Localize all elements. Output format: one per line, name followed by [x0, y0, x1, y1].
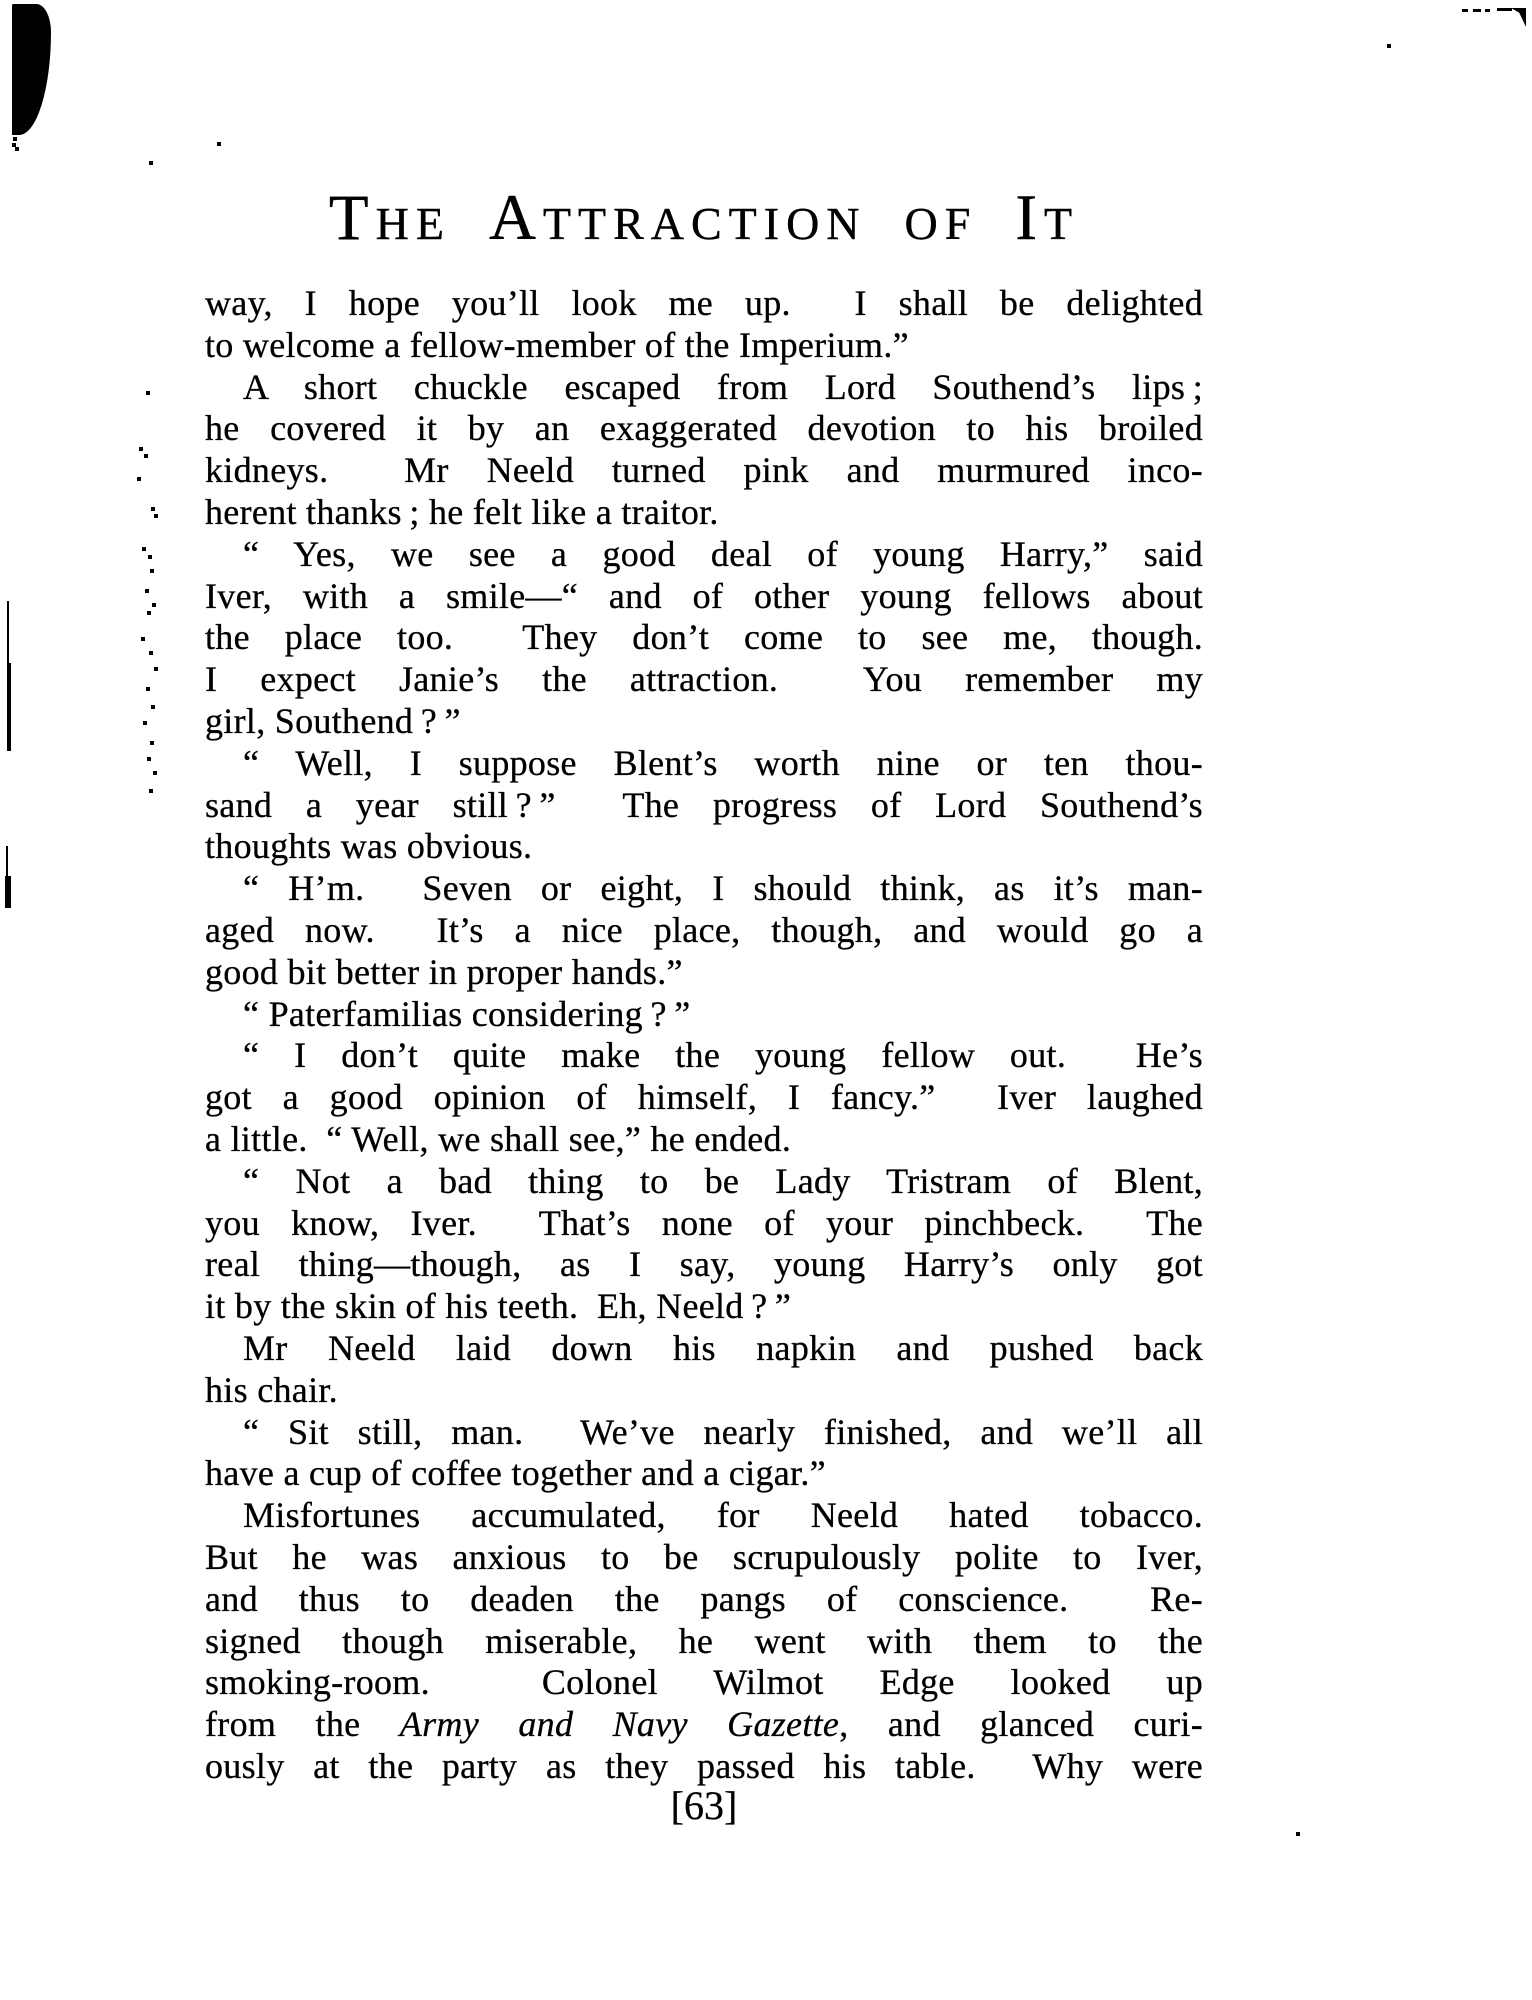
text-line — [205, 910, 1203, 952]
title-word: OF — [904, 198, 978, 249]
text-segment: good bit better in proper hands.” — [205, 951, 683, 992]
margin-line-artifact — [7, 601, 9, 665]
text-segment: I expect Janie’s the attraction. You remember my — [205, 659, 1203, 700]
text-line — [205, 1662, 1203, 1704]
text-segment: he covered it by an exaggerated devotion to his broiled — [205, 408, 1203, 449]
text-line — [205, 617, 1203, 659]
text-line — [205, 283, 1203, 325]
margin-line-artifact — [6, 846, 8, 878]
text-line — [205, 1537, 1203, 1579]
text-line — [205, 701, 1203, 743]
text-segment: his chair. — [205, 1369, 338, 1410]
text-line — [205, 1077, 1203, 1119]
text-segment: “ I don’t quite make the young fellow out. He’s — [243, 1035, 1203, 1076]
text-line — [205, 1119, 1203, 1161]
dash-artifact — [1462, 9, 1468, 12]
text-segment: a little. “ Well, we shall see,” he ended. — [205, 1118, 792, 1159]
text-line — [205, 408, 1203, 450]
text-line — [205, 492, 1203, 534]
dash-artifact — [1473, 9, 1481, 12]
text-line — [205, 1453, 1203, 1495]
text-line — [205, 1035, 1203, 1077]
text-segment: way, I hope you’ll look me up. I shall be delighted — [205, 283, 1203, 323]
text-segment: signed though miserable, he went with them to the — [205, 1620, 1203, 1661]
text-segment: aged now. It’s a nice place, though, and would go a — [205, 909, 1203, 950]
page-corner-mark-artifact — [1511, 8, 1526, 27]
text-line — [205, 1286, 1203, 1328]
text-segment: the place too. They don’t come to see me, though. — [205, 617, 1203, 658]
text-line — [205, 1328, 1203, 1370]
text-line — [205, 659, 1203, 701]
text-segment: you know, Iver. That’s none of your pinchbeck. The — [205, 1202, 1203, 1243]
margin-line-artifact — [5, 876, 11, 908]
text-line — [205, 1161, 1203, 1203]
text-line — [205, 1495, 1203, 1537]
text-segment: Mr Neeld laid down his napkin and pushed back — [243, 1327, 1203, 1368]
page-number: [63] — [670, 1783, 738, 1828]
text-segment: to welcome a fellow-member of the Imperium.” — [205, 324, 909, 365]
text-line — [205, 1203, 1203, 1245]
text-segment: from the — [205, 1704, 400, 1745]
text-segment: it by the skin of his teeth. Eh, Neeld ? ” — [205, 1286, 792, 1327]
text-line — [205, 952, 1203, 994]
page-title — [205, 182, 1203, 254]
text-line — [205, 576, 1203, 618]
text-segment: “ Not a bad thing to be Lady Tristram of Blent, — [243, 1160, 1203, 1201]
text-segment: got a good opinion of himself, I fancy.” Iver laughed — [205, 1077, 1203, 1118]
text-line — [205, 826, 1203, 868]
italic-text-segment: Army and Navy Gazette — [399, 1704, 840, 1745]
text-line — [205, 1412, 1203, 1454]
text-line — [205, 367, 1203, 409]
text-segment: A short chuckle escaped from Lord Southend’s lips ; — [243, 366, 1203, 407]
text-segment: But he was anxious to be scrupulously polite to Iver, — [205, 1536, 1203, 1577]
text-segment: Iver, with a smile—“ and of other young fellows about — [205, 575, 1203, 616]
text-line — [205, 868, 1203, 910]
text-segment: Misfortunes accumulated, for Neeld hated tobacco. — [243, 1495, 1203, 1536]
text-line — [205, 1579, 1203, 1621]
ink-blob-artifact — [12, 4, 51, 135]
text-line — [205, 534, 1203, 576]
dash-artifact — [1497, 8, 1512, 11]
title-word: IT — [1015, 182, 1080, 254]
page-text — [205, 283, 1203, 1788]
text-line — [205, 1244, 1203, 1286]
text-line — [205, 1370, 1203, 1412]
text-segment: “ Well, I suppose Blent’s worth nine or ten thou- — [243, 742, 1203, 783]
text-line — [205, 1704, 1203, 1746]
text-segment: and thus to deaden the pangs of conscience. Re- — [205, 1578, 1203, 1619]
text-segment: herent thanks ; he felt like a traitor. — [205, 491, 719, 532]
text-segment: girl, Southend ? ” — [205, 700, 461, 741]
text-segment: smoking-room. Colonel Wilmot Edge looked up — [205, 1662, 1203, 1703]
text-segment: “ Sit still, man. We’ve nearly finished, and we’ll all — [243, 1411, 1203, 1452]
title-word: ATTRACTION — [488, 182, 867, 254]
text-segment: , and glanced curi- — [839, 1704, 1203, 1745]
text-line — [205, 325, 1203, 367]
title-word: THE — [328, 182, 451, 254]
text-line — [205, 785, 1203, 827]
text-segment: ously at the party as they passed his table. Why were — [205, 1745, 1203, 1786]
text-line — [205, 994, 1203, 1036]
text-line — [205, 743, 1203, 785]
text-segment: real thing—though, as I say, young Harry’s only got — [205, 1244, 1203, 1285]
text-segment: “ Yes, we see a good deal of young Harry,” said — [243, 533, 1203, 574]
text-line — [205, 450, 1203, 492]
margin-line-artifact — [7, 663, 11, 751]
text-segment: have a cup of coffee together and a cigar.” — [205, 1453, 826, 1494]
dash-artifact — [1485, 9, 1490, 12]
text-segment: “ Paterfamilias considering ? ” — [243, 993, 691, 1034]
text-segment: sand a year still ? ” The progress of Lord Southend’s — [205, 784, 1203, 825]
text-line — [205, 1621, 1203, 1663]
text-segment: “ H’m. Seven or eight, I should think, as it’s man- — [243, 868, 1203, 909]
text-segment: kidneys. Mr Neeld turned pink and murmured inco- — [205, 450, 1203, 491]
margin-speck-artifact — [0, 0, 2, 2]
text-segment: thoughts was obvious. — [205, 826, 533, 867]
